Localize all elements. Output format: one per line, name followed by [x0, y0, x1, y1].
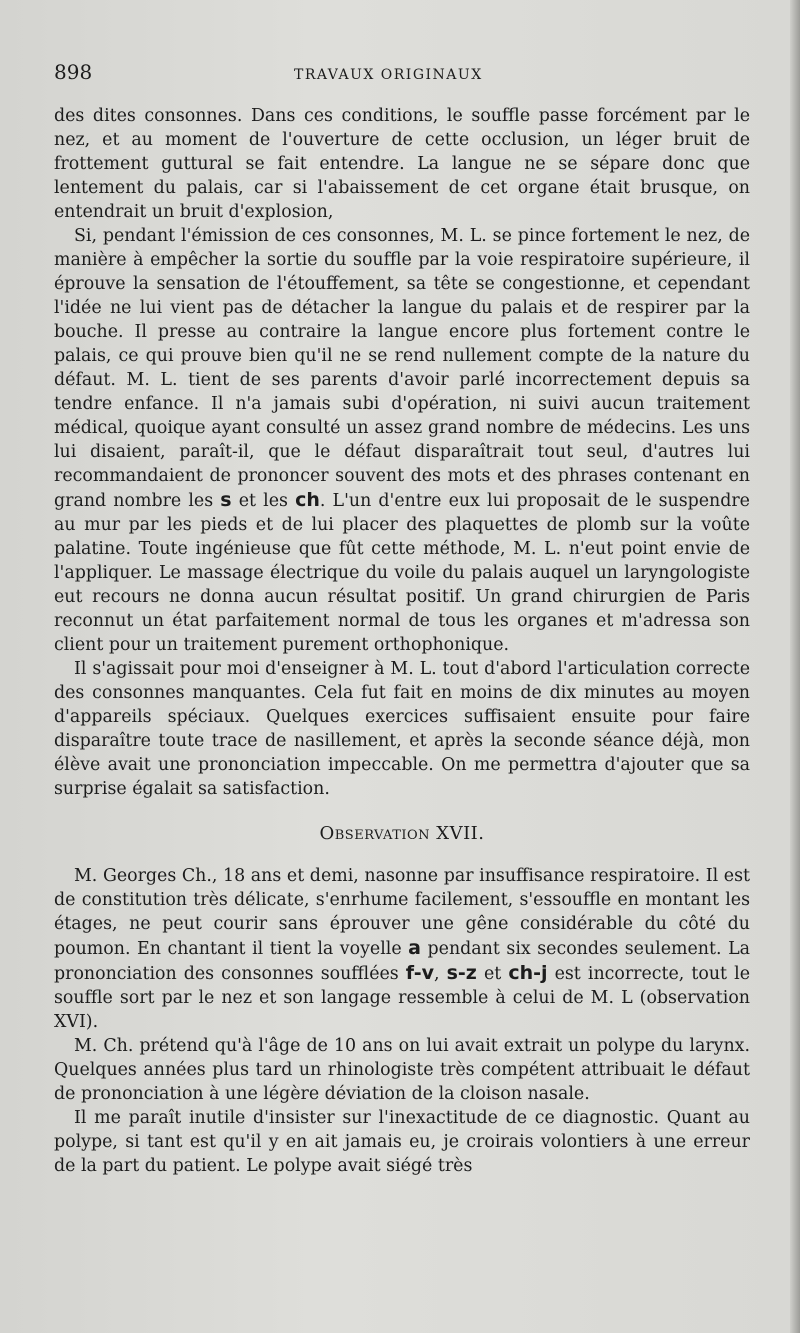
- paragraph-6: Il me paraît inutile d'insister sur l'inexactitude de ce diagnostic. Quant au polype, si tant est qu'il y en ait jamais eu, je croirais volontiers à une erreur de la part du patient. Le polype avait siégé très: [54, 1108, 750, 1176]
- paragraph-4-part-a: M. Georges Ch., 18 ans et demi, nasonne par insuffisance respiratoire. Il est de constitution très délicate, s'enrhume facilement, s'essouffle en montant les étages, ne peut courir sans éprouver une gêne considérable du côté du poumon. En chantant il tient la voyelle: [54, 866, 750, 959]
- page-edge-shadow: [790, 0, 800, 1333]
- paragraph-2-part-c: . L'un d'entre eux lui proposait de le suspendre au mur par les pieds et de lui placer des plaquettes de plomb sur la voûte palatine. Toute ingénieuse que fût cette méthode, M. L. n'eut point envie de l'appliquer. Le massage électrique du voile du palais auquel un laryngologiste eut recours ne donna aucun résultat positif. Un grand chirurgien de Paris reconnut un état parfaitement normal de tous les organes et m'adressa son client pour un traitement purement orthophonique.: [54, 491, 750, 655]
- bold-consonants-chj: ch-j: [508, 962, 548, 984]
- paragraph-5: M. Ch. prétend qu'à l'âge de 10 ans on lui avait extrait un polype du larynx. Quelques années plus tard un rhinologiste très compétent attribuait le défaut de prononciation à une légère déviation de la cloison nasale.: [54, 1036, 750, 1104]
- paragraph-4-part-e: est incorrecte, tout le souffle sort par le nez et son langage ressemble à celui de M. L (observation XVI).: [54, 964, 750, 1032]
- paragraph-3: Il s'agissait pour moi d'enseigner à M. L. tout d'abord l'articulation correcte des consonnes manquantes. Cela fut fait en moins de dix minutes au moyen d'appareils spéciaux. Quelques exercices suffisaient ensuite pour faire disparaître toute trace de nasillement, et après la seconde séance déjà, mon élève avait une prononciation impeccable. On me permettra d'ajouter que sa surprise égalait sa satisfaction.: [54, 659, 750, 799]
- running-title: TRAVAUX ORIGINAUX: [294, 67, 483, 83]
- paragraph-4: [54, 864, 750, 1034]
- paragraph-4-part-d: et: [476, 964, 509, 984]
- page-header: [54, 60, 750, 90]
- paragraph-4-part-c: ,: [434, 964, 447, 984]
- bold-letter-s: s: [220, 489, 232, 511]
- paragraph-2-part-a: Si, pendant l'émission de ces consonnes, M. L. se pince fortement le nez, de manière à empêcher la sortie du souffle par la voie respiratoire supérieure, il éprouve la sensation de l'étouffement, sa tête se congestionne, et cependant l'idée ne lui vient pas de détacher la langue du palais et de respirer par la bouche. Il presse au contraire la langue encore plus fortement contre le palais, ce qui prouve bien qu'il ne se rend nullement compte de la nature du défaut. M. L. tient de ses parents d'avoir parlé incorrectement depuis sa tendre enfance. Il n'a jamais subi d'opération, ni suivi aucun traitement médical, quoique ayant consulté un assez grand nombre de médecins. Les uns lui disaient, paraît-il, que le défaut disparaîtrait tout seul, d'autres lui recommandaient de prononcer souvent des mots et des phrases contenant en grand nombre les: [54, 226, 750, 511]
- page-number: 898: [54, 60, 93, 84]
- paragraph-1: des dites consonnes. Dans ces conditions, le souffle passe forcément par le nez, et au moment de l'ouverture de cette occlusion, un léger bruit de frottement guttural se fait entendre. La langue ne se sépare donc que lentement du palais, car si l'abaissement de cet organe était brusque, on entendrait un bruit d'explosion,: [54, 106, 750, 222]
- bold-consonants-sz: s-z: [446, 962, 477, 984]
- paragraph-2-part-b: et les: [231, 491, 296, 511]
- bold-consonants-fv: f-v: [405, 962, 434, 984]
- bold-letters-ch: ch: [295, 489, 320, 511]
- paragraph-2: [54, 224, 750, 657]
- bold-vowel-a: a: [408, 937, 421, 959]
- section-heading: Observation XVII.: [319, 823, 485, 844]
- paragraph-4-part-b: pendant six secondes seulement. La prononciation des consonnes soufflées: [54, 939, 750, 984]
